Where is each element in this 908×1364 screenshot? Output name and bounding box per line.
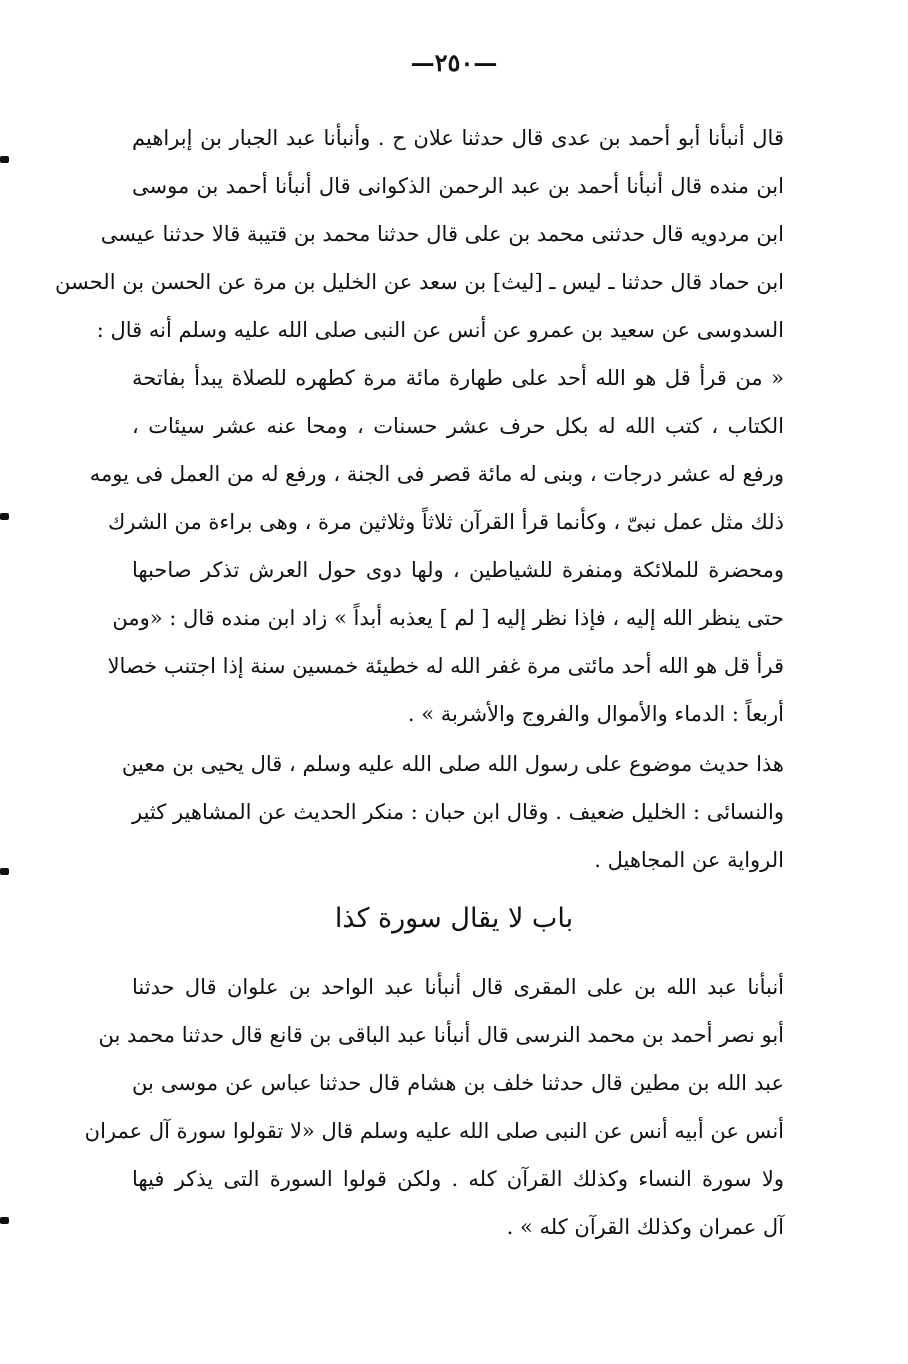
text-line: ابن منده قال أنبأنا أحمد بن عبد الرحمن الذكوانى قال أنبأنا أحمد بن موسى [132,174,784,198]
text-line: ومحضرة للملائكة ومنفرة للشياطين ، ولها دوى حول العرش تذكر صاحبها [132,558,784,582]
text-line: ولا سورة النساء وكذلك القرآن كله . ولكن قولوا السورة التى يذكر فيها [132,1167,784,1191]
text-line: أنبأنا عبد الله بن على المقرى قال أنبأنا عبد الواحد بن علوان قال حدثنا [132,975,784,999]
text-line: حتى ينظر الله إليه ، فإذا نظر إليه [ لم ] يعذبه أبداً » زاد ابن منده قال : «ومن [112,606,784,630]
text-line: الكتاب ، كتب الله له بكل حرف عشر حسنات ، ومحا عنه عشر سيئات ، [132,414,784,438]
text-line: آل عمران وكذلك القرآن كله » . [506,1215,784,1239]
margin-binding-mark [0,513,9,520]
text-line: أربعاً : الدماء والأموال والفروج والأشربة » . [407,702,784,726]
text-line: ذلك مثل عمل نبىّ ، وكأنما قرأ القرآن ثلاثاً وثلاثين مرة ، وهى براءة من الشرك [107,510,784,534]
text-line: ورفع له عشر درجات ، وبنى له مائة قصر فى الجنة ، ورفع له من العمل فى يومه [89,462,784,486]
text-line: السدوسى عن سعيد بن عمرو عن أنس عن النبى صلى الله عليه وسلم أنه قال : [96,318,784,342]
text-line: الرواية عن المجاهيل . [594,848,784,872]
text-line: قال أنبأنا أبو أحمد بن عدى قال حدثنا علان ح . وأنبأنا عبد الجبار بن إبراهيم [132,126,784,150]
chapter-heading: باب لا يقال سورة كذا [334,903,574,934]
text-line: ابن مردويه قال حدثنى محمد بن على قال حدثنا محمد بن قتيبة قالا حدثنا عيسى [100,222,784,246]
margin-binding-mark [0,868,9,875]
page-number: —٢٥٠— [410,48,498,77]
margin-binding-mark [0,156,9,163]
text-line: قرأ قل هو الله أحد مائتى مرة غفر الله له خطيئة خمسين سنة إذا اجتنب خصالا [107,654,784,678]
text-line: عبد الله بن مطين قال حدثنا خلف بن هشام قال حدثنا عباس عن موسى بن [132,1071,784,1095]
paragraph-commentary [121,740,784,884]
margin-binding-mark [0,1217,9,1224]
text-line: أنس عن أبيه أنس عن النبى صلى الله عليه وسلم قال «لا تقولوا سورة آل عمران [84,1119,784,1143]
text-line: ابن حماد قال حدثنا ـ ليس ـ [ليث] بن سعد عن الخليل بن مرة عن الحسن بن الحسن [55,270,784,294]
text-line: والنسائى : الخليل ضعيف . وقال ابن حبان : منكر الحديث عن المشاهير كثير [132,800,784,824]
text-line: أبو نصر أحمد بن محمد النرسى قال أنبأنا عبد الباقى بن قانع قال حدثنا محمد بن [98,1023,784,1047]
paragraph-hadith-text [55,114,784,738]
text-line: « من قرأ قل هو الله أحد على طهارة مائة مرة كطهره للصلاة يبدأ بفاتحة [132,366,784,390]
text-line: هذا حديث موضوع على رسول الله صلى الله عليه وسلم ، قال يحيى بن معين [121,752,784,776]
paragraph-chapter-text [84,963,784,1251]
